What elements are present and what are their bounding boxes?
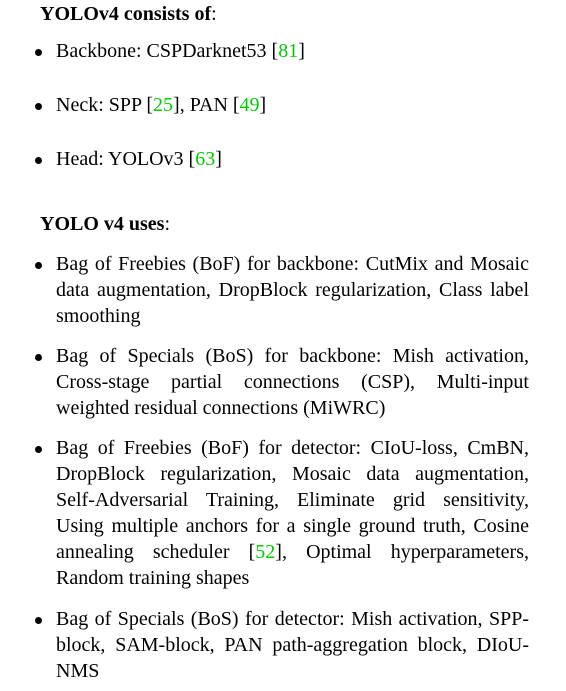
- bullet-icon: [35, 262, 42, 269]
- list-item-bos-backbone: [30, 343, 530, 423]
- bullet-icon: [35, 49, 42, 56]
- heading-colon: :: [164, 213, 171, 235]
- item-text-part: ]: [259, 94, 267, 116]
- list-item-text: [56, 92, 529, 118]
- item-text-part: ], Optimal hyperparameters, Random training shapes: [56, 541, 529, 589]
- bullet-icon: [35, 157, 42, 164]
- bullet-icon: [35, 617, 42, 624]
- citation-link[interactable]: 25: [153, 94, 174, 116]
- citation-link[interactable]: 49: [239, 94, 260, 116]
- citation-link[interactable]: 63: [195, 148, 216, 170]
- item-text-part: ]: [215, 148, 222, 170]
- citation-link[interactable]: 81: [278, 40, 299, 62]
- list-item-head: [30, 146, 530, 174]
- heading-bold-text: YOLOv4 consists of: [40, 3, 212, 25]
- bullet-icon: [35, 103, 42, 110]
- list-item-bof-detector: [30, 435, 530, 595]
- item-text-part: ]: [298, 40, 305, 62]
- list-item-neck: [30, 92, 530, 120]
- list-item-bof-backbone: [30, 251, 530, 331]
- list-item-text: Bag of Freebies (BoF) for backbone: CutMix and Mosaic data augmentation, DropBlock regularization, Class label smoothing: [56, 253, 529, 327]
- item-text-part: Head: YOLOv3 [: [56, 148, 196, 170]
- bullet-icon: [35, 446, 42, 453]
- bullet-icon: [35, 354, 42, 361]
- list-item-backbone: [30, 38, 530, 66]
- heading-colon: :: [211, 3, 217, 25]
- list-item-text: Bag of Specials (BoS) for detector: Mish activation, SPP-block, SAM-block, PAN path-aggregation block, DIoU-NMS: [56, 608, 529, 682]
- section-heading-uses: [40, 212, 170, 236]
- list-item-bos-detector: [30, 606, 530, 686]
- item-text-part: Neck: SPP [: [56, 94, 154, 116]
- citation-link[interactable]: 52: [255, 541, 276, 563]
- item-text-part: Backbone: CSPDarknet53 [: [56, 40, 279, 62]
- heading-bold-text: YOLO v4 uses: [40, 213, 165, 235]
- section-heading-consists: [40, 2, 217, 26]
- list-item-text: [56, 435, 529, 591]
- item-text-part: ], PAN [: [173, 94, 240, 116]
- list-item-text: Bag of Specials (BoS) for backbone: Mish activation, Cross-stage partial connections (CSP), Multi-input weighted residual connections (MiWRC): [56, 345, 529, 419]
- list-item-text: [56, 38, 529, 64]
- list-item-text: [56, 146, 529, 172]
- item-text-part: Bag of Freebies (BoF) for detector: CIoU-loss, CmBN, DropBlock regularization, Mosaic data augmentation, Self-Adversarial Training, Eliminate grid sensitivity, Using multiple anchors for a single ground truth, Cosine annealing scheduler [: [56, 437, 529, 563]
